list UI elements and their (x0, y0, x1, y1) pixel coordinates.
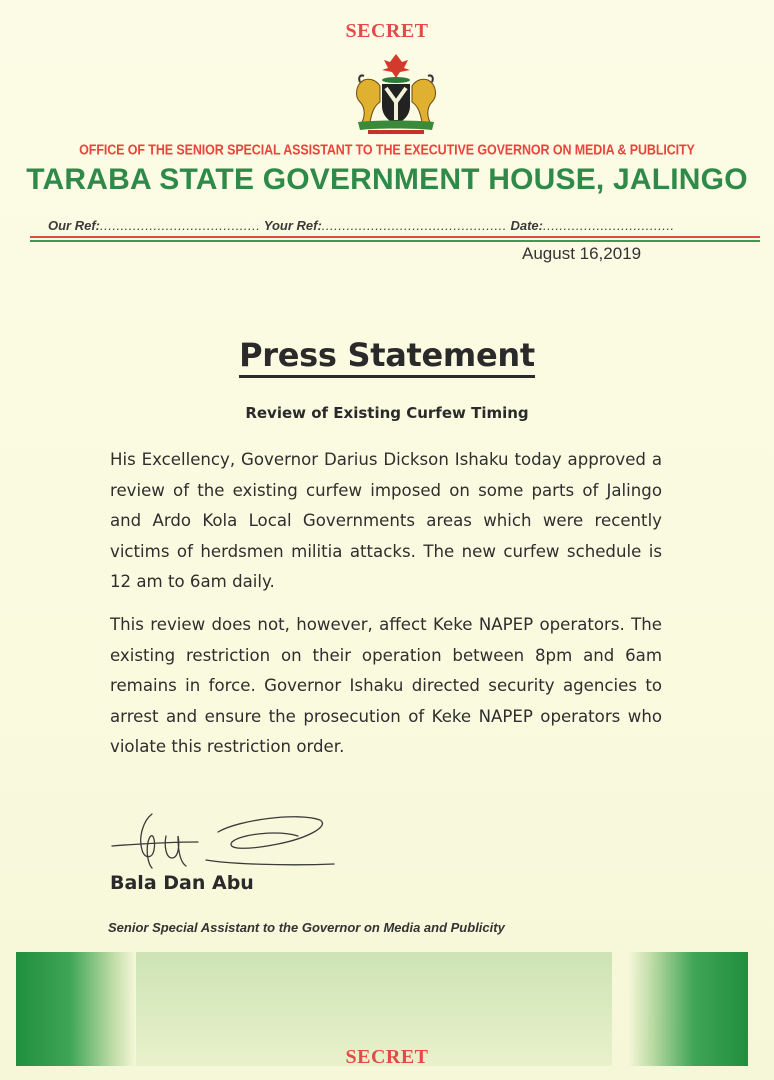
signatory-name: Bala Dan Abu (110, 872, 254, 894)
your-ref-label: Your Ref: (263, 218, 322, 233)
date-field-value: ................................ (542, 218, 675, 233)
our-ref-value: ....................................... (100, 218, 261, 233)
body-paragraph-2: This review does not, however, affect Keke NAPEP operators. The existing restriction on their operation between 8pm and 6am remains in force. Governor Ishaku directed security agencies to arrest and ensure the prosecution of Keke NAPEP operators who violate this restriction order. (110, 615, 662, 756)
organization-name: TARABA STATE GOVERNMENT HOUSE, JALINGO (26, 163, 748, 196)
coat-of-arms-icon (346, 50, 446, 136)
our-ref-label: Our Ref: (48, 218, 100, 233)
signature-image (108, 806, 338, 876)
header-rule-green (30, 240, 760, 242)
reference-row (48, 218, 748, 233)
header-rule-red (30, 236, 760, 238)
classification-bottom: SECRET (345, 1046, 429, 1068)
document-title: Press Statement (239, 336, 535, 378)
your-ref-value: ............................................. (321, 218, 507, 233)
document-subtitle: Review of Existing Curfew Timing (245, 404, 529, 422)
classification-top: SECRET (345, 20, 429, 42)
signatory-title: Senior Special Assistant to the Governor on Media and Publicity (108, 920, 505, 935)
document-title-wrap (0, 336, 774, 374)
statement-date: August 16,2019 (522, 244, 642, 263)
body-paragraph-1: His Excellency, Governor Darius Dickson Ishaku today approved a review of the existing curfew imposed on some parts of Jalingo and Ardo Kola Local Governments areas which were recently victims of herdsmen militia attacks. The new curfew schedule is 12 am to 6am daily. (110, 450, 662, 591)
office-line: OFFICE OF THE SENIOR SPECIAL ASSISTANT TO THE EXECUTIVE GOVERNOR ON MEDIA & PUBLICITY (79, 141, 695, 159)
date-label: Date: (510, 218, 543, 233)
